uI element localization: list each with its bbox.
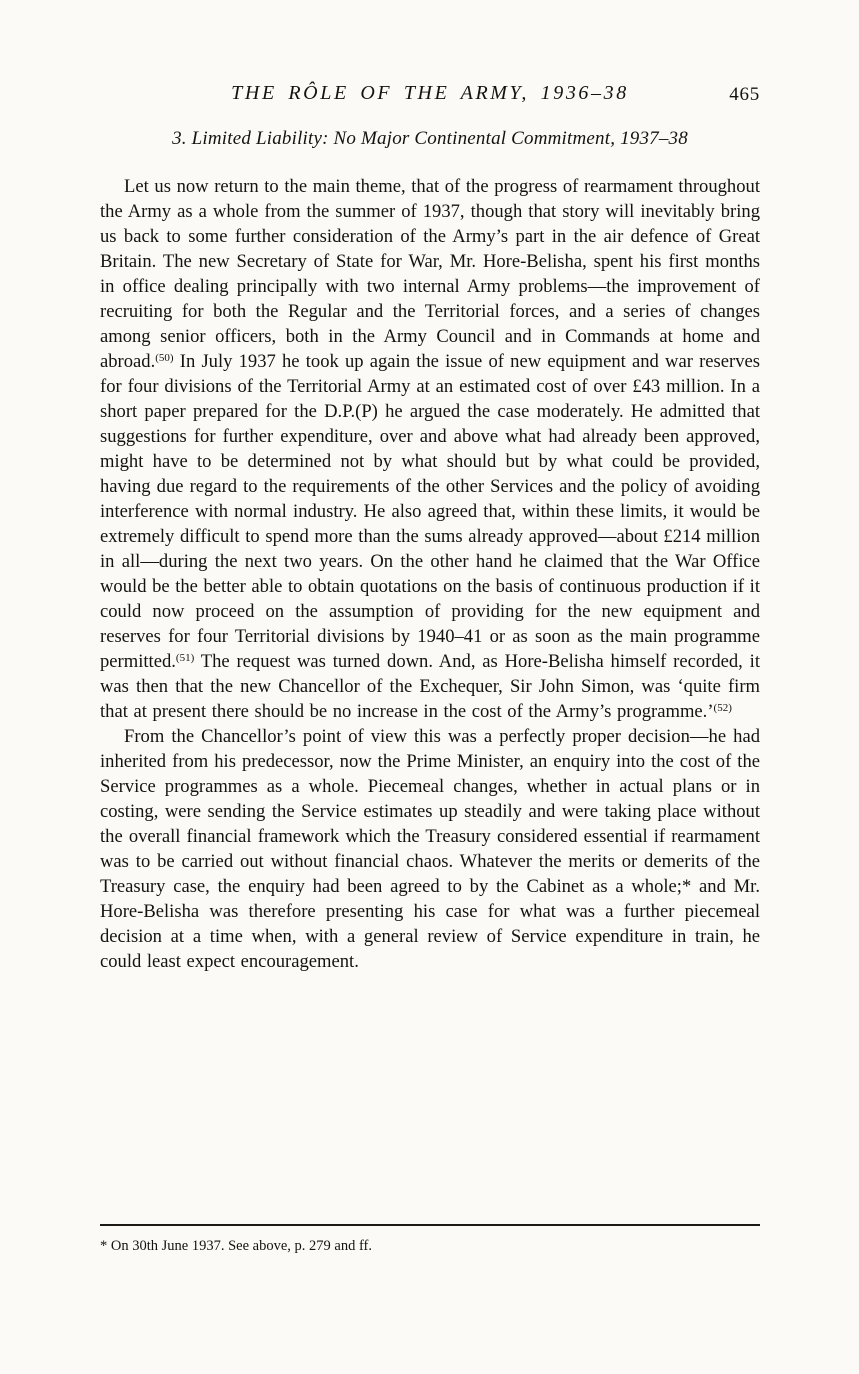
paragraph-1-text-3: The request was turned down. And, as Hore-Belisha himself recorded, it was then that the new Chancellor of the Exchequer, Sir John Simon, was ‘quite firm that at present there should be no increase in the cost of the Army’s programme.’ xyxy=(100,651,760,722)
paragraph-2: From the Chancellor’s point of view this was a perfectly proper decision—he had inherited from his predecessor, now the Prime Minister, an enquiry into the cost of the Service programmes as a whole. Piecemeal changes, whether in actual plans or in costing, were sending the Service estimates up steadily and were taking place without the overall financial framework which the Treasury considered essential if rearmament was to be carried out without financial chaos. Whatever the merits or demerits of the Treasury case, the enquiry had been agreed to by the Cabinet as a whole;* and Mr. Hore-Belisha was therefore presenting his case for what was a further piecemeal decision at a time when, with a general review of Service expenditure in train, he could least expect encouragement. xyxy=(100,726,760,972)
footnote-ref-50: (50) xyxy=(155,352,174,364)
running-head xyxy=(100,82,760,112)
footnote-area xyxy=(100,1224,760,1257)
footnote-ref-51: (51) xyxy=(175,652,195,664)
footnote-text: * On 30th June 1937. See above, p. 279 and ff. xyxy=(100,1238,372,1254)
running-head-title: THE RÔLE OF THE ARMY, 1936–38 xyxy=(231,82,629,104)
paragraph-1 xyxy=(100,174,760,724)
paragraph-1-text-2: In July 1937 he took up again the issue of new equipment and war reserves for four divisions of the Territorial Army at an estimated cost of over £43 million. In a short paper prepared for the D.P.(P) he argued the case moderately. He admitted that suggestions for further expenditure, over and above what had already been approved, might have to be determined not by what should but by what could be provided, having due regard to the requirements of the other Services and the policy of avoiding interference with normal industry. He also agreed that, within these limits, it would be extremely difficult to spend more than the sums already approved—about £214 million in all—during the next two years. On the other hand he claimed that the War Office would be the better able to obtain quotations on the basis of continuous production if it could now proceed on the assumption of providing for the new equipment and reserves for four Territorial divisions by 1940–41 or as soon as the main programme permitted. xyxy=(100,351,760,672)
page-number: 465 xyxy=(729,84,760,105)
footnote-ref-52: (52) xyxy=(713,702,732,714)
footnote-rule xyxy=(100,1224,760,1226)
paragraph-1-text-1: Let us now return to the main theme, that of the progress of rearmament throughout the Army as a whole from the summer of 1937, though that story will inevitably bring us back to some further consideration of the Army’s part in the air defence of Great Britain. The new Secretary of State for War, Mr. Hore-Belisha, spent his first months in office dealing principally with two internal Army problems—the improvement of recruiting for both the Regular and the Territorial forces, and a series of changes among senior officers, both in the Army Council and in Commands at home and abroad. xyxy=(100,176,760,372)
section-heading: 3. Limited Liability: No Major Continental Commitment, 1937–38 xyxy=(172,128,688,149)
